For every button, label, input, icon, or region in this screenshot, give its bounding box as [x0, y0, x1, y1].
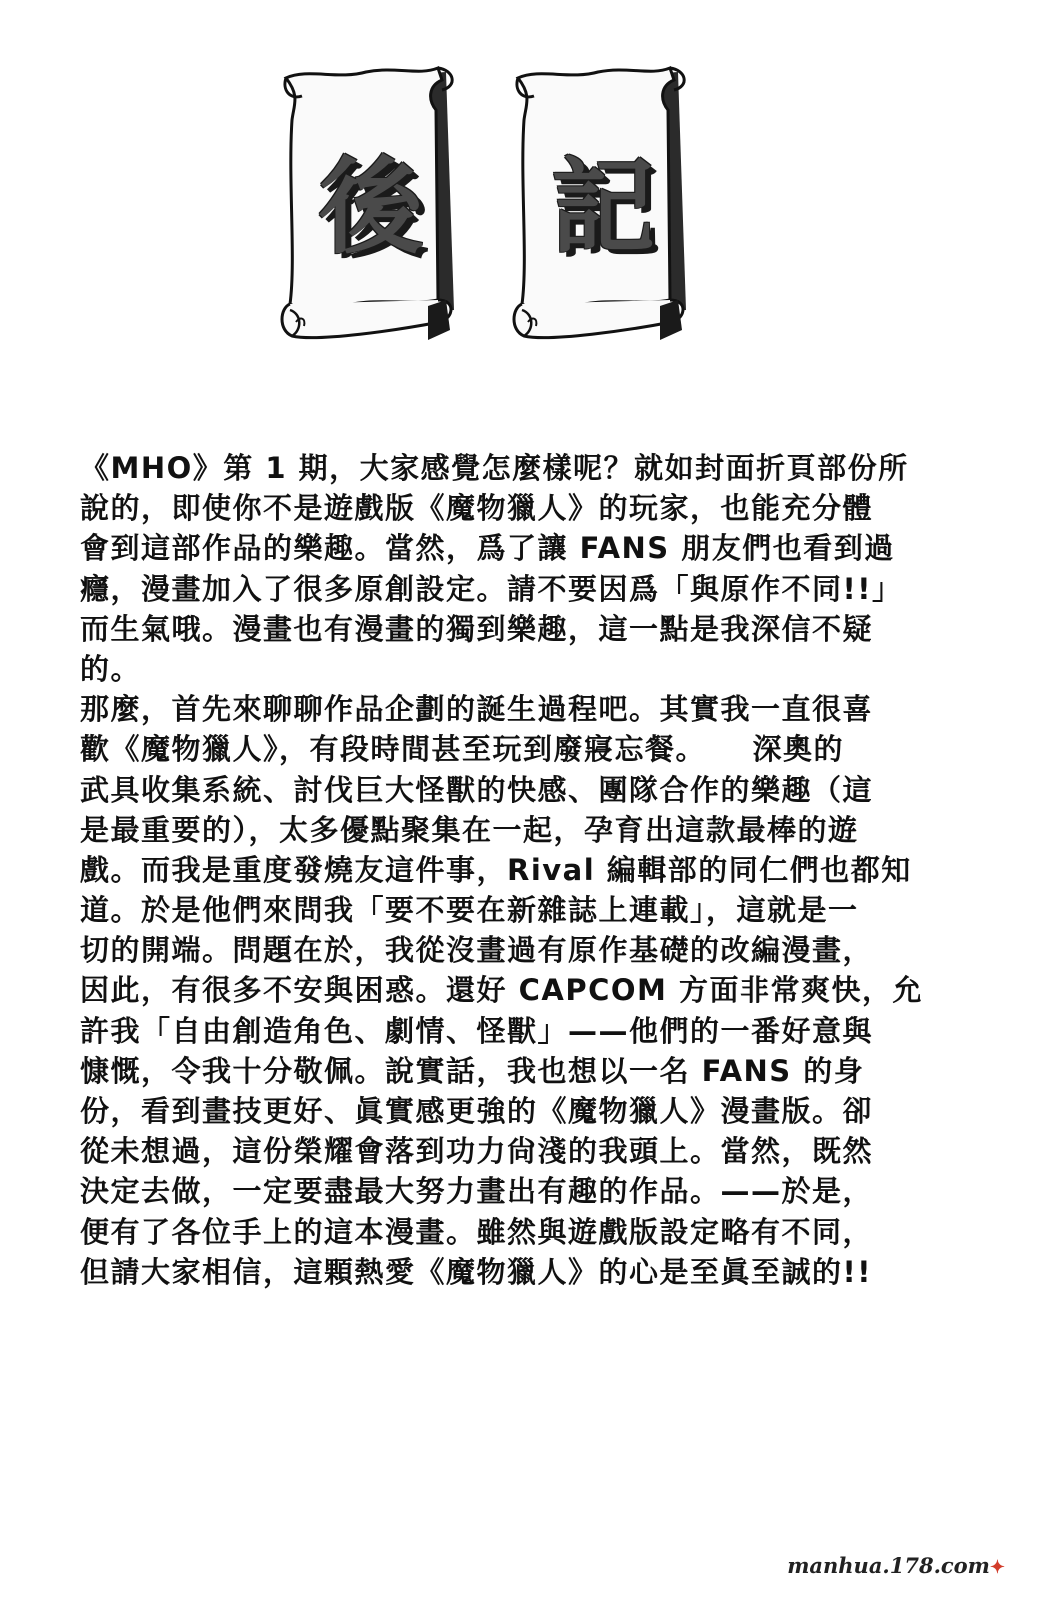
- text-line: 那麼，首先來聊聊作品企劃的誕生過程吧。其實我一直很喜: [80, 692, 874, 727]
- text-line: 《MHO》第 1 期，大家感覺怎麼樣呢？就如封面折頁部份所: [80, 451, 909, 485]
- afterword-text: [80, 448, 965, 1292]
- text-line: 而生氣哦。漫畫也有漫畫的獨到樂趣，這一點是我深信不疑: [80, 611, 874, 646]
- text-line: 份，看到畫技更好、眞實感更強的《魔物獵人》漫畫版。卻: [80, 1094, 874, 1128]
- text-line: 慷慨，令我十分敬佩。說實話，我也想以一名 FANS 的身: [80, 1053, 865, 1088]
- heading-char-right: 記: [550, 146, 655, 268]
- text-line: 說的，即使你不是遊戲版《魔物獵人》的玩家，也能充分體: [80, 491, 874, 526]
- text-line: 會到這部作品的樂趣。當然，爲了讓 FANS 朋友們也看到過: [80, 531, 895, 566]
- text-line: 是最重要的），太多優點聚集在一起，孕育出這款最棒的遊: [80, 812, 859, 847]
- scroll-banner-left: [278, 60, 468, 360]
- text-line: 因此，有很多不安與困惑。還好 CAPCOM 方面非常爽快，允: [80, 973, 923, 1008]
- text-line: 許我「自由創造角色、劇情、怪獸」——他們的一番好意與: [80, 1013, 874, 1048]
- text-line: 戲。而我是重度發燒友這件事，Rival 編輯部的同仁們也都知: [80, 852, 912, 887]
- watermark-text: manhua.178.com: [787, 1553, 990, 1578]
- text-line: 道。於是他們來問我「要不要在新雜誌上連載」，這就是一: [80, 893, 859, 928]
- text-line: 切的開端。問題在於，我從沒畫過有原作基礎的改編漫畫，: [80, 933, 874, 968]
- text-line: 但請大家相信，這顆熱愛《魔物獵人》的心是至眞至誠的!!: [80, 1254, 872, 1289]
- text-line: 的。: [80, 651, 142, 686]
- scroll-banner-right: [510, 60, 700, 360]
- text-line: 癮，漫畫加入了很多原創設定。請不要因爲「與原作不同!!」: [80, 571, 903, 606]
- text-line: 武具收集系統、討伐巨大怪獸的快感、團隊合作的樂趣（這: [80, 772, 874, 807]
- text-line: 歡《魔物獵人》，有段時間甚至玩到廢寢忘餐。 深奧的: [80, 732, 845, 767]
- watermark: [787, 1553, 1005, 1578]
- heading-char-left: 後: [318, 146, 423, 268]
- star-icon: ✦: [989, 1557, 1005, 1578]
- text-line: 從未想過，這份榮耀會落到功力尙淺的我頭上。當然，既然: [80, 1134, 874, 1169]
- text-line: 決定去做，一定要盡最大努力畫出有趣的作品。——於是，: [80, 1174, 874, 1209]
- text-line: 便有了各位手上的這本漫畫。雖然與遊戲版設定略有不同，: [80, 1214, 874, 1249]
